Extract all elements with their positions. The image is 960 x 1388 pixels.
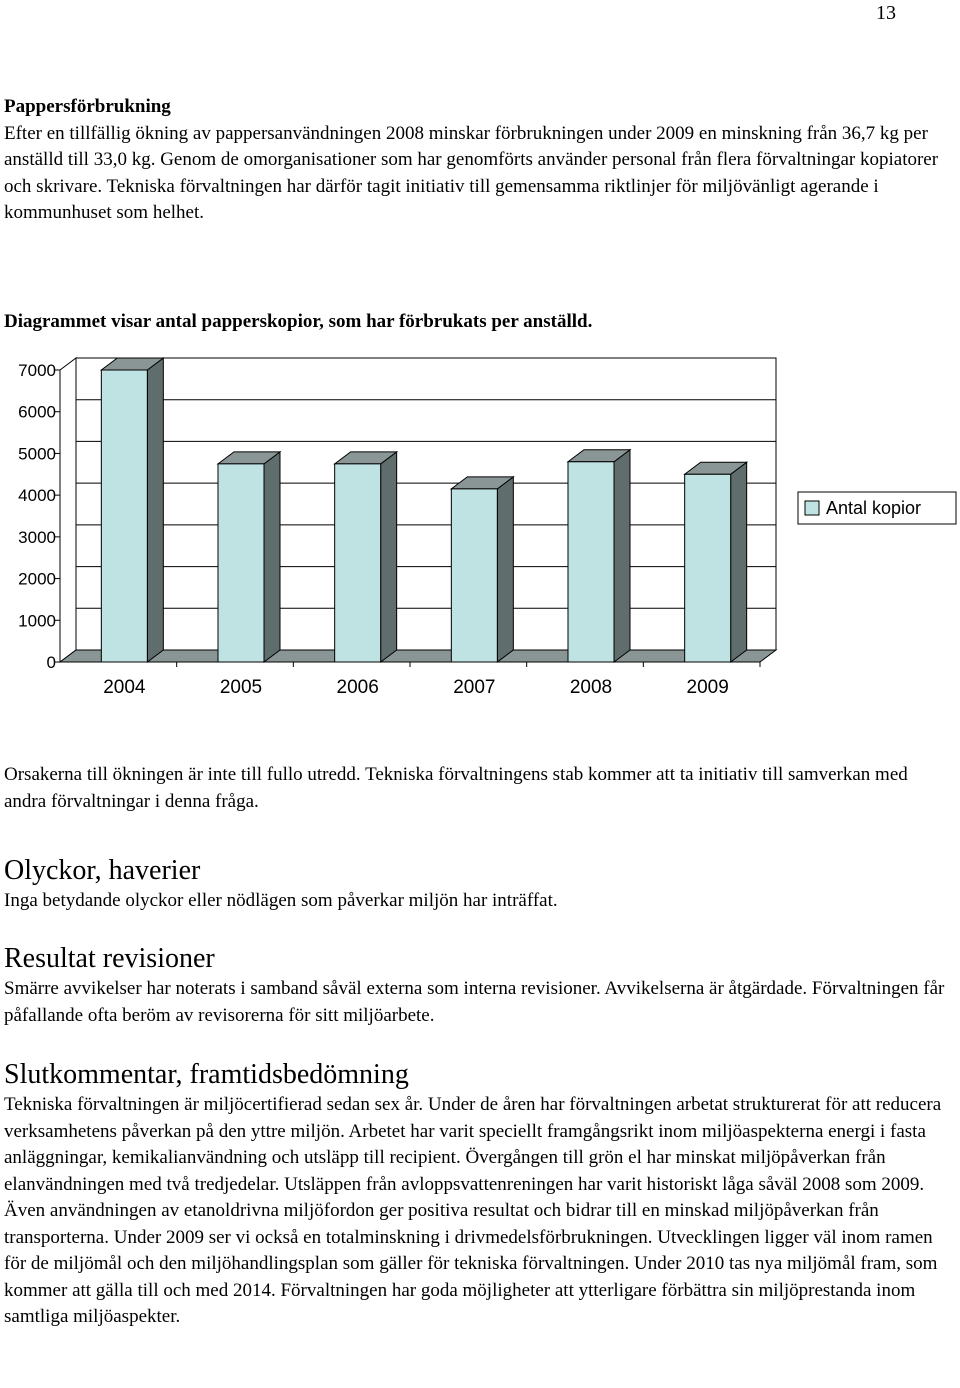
chart-legend [798,492,956,524]
x-tick-label: 2009 [686,677,729,698]
bar [101,370,147,662]
bar-side [381,452,397,662]
legend-swatch [805,501,819,515]
x-tick-label: 2008 [569,677,613,698]
bar-side [264,452,280,662]
bar [451,489,497,662]
chart-comment: Orsakerna till ökningen är inte till fullo utredd. Tekniska förvaltningens stab kommer att ta initiativ till samverkan med andra förvaltningar i denna fråga. [4,764,908,812]
y-tick-label: 2000 [18,569,56,589]
chart-back-wall [76,358,776,650]
bar-chart [0,344,960,704]
section-resultat [4,942,952,1029]
section-olyckor [4,854,952,915]
section-heading: Pappersförbrukning [4,96,171,117]
legend-label: Antal kopior [826,498,922,518]
bar-side [614,450,630,662]
y-tick-label: 0 [46,653,56,672]
x-tick-label: 2005 [219,677,263,698]
y-tick-label: 7000 [18,361,56,380]
bar [335,464,381,662]
chart-caption: Diagrammet visar antal papperskopior, som har förbrukats per anställd. [4,311,593,332]
x-tick-label: 2006 [336,677,379,698]
y-tick-label: 4000 [18,486,56,506]
bar-side [731,462,747,662]
section-heading: Olyckor, haverier [4,855,201,886]
section-body: Tekniska förvaltningen är miljöcertifierad sedan sex år. Under de åren har förvaltningen arbetat strukturerat för att reducera verksamhetens påverkan på den yttre miljön. Arbetet har varit speciellt framgångsrikt inom miljöaspekterna energi i fasta anläggningar, kemikalianvändning och utsläpp till recipient. Övergången till grön el har minskat miljöpåverkan från elanvändningen med två tredjedelar. Utsläppen från avloppsvattenreningen har varit historiskt låga såväl 2008 som 2009. Även användningen av etanoldrivna miljöfordon ger positiva resultat och bidrar till en minskad miljöpåverkan från transporterna. Under 2009 ser vi också en totalminskning i drivmedelsförbrukningen. Utvecklingen ligger väl inom ramen för de miljömål och den miljöhandlingsplan som gäller för tekniska förvaltningen. Under 2010 tas nya miljömål fram, som kommer att gälla till och med 2014. Förvaltningen har goda möjligheter att ytterligare förbättra sin miljöprestanda inom samtliga miljöaspekter. [4,1094,942,1327]
y-tick-label: 3000 [18,527,56,547]
section-body: Smärre avvikelser har noterats i samband såväl externa som interna revisioner. Avvikelserna är åtgärdade. Förvaltningen får påfallande ofta beröm av revisorerna för sitt miljöarbete. [4,978,945,1026]
bar-side [147,358,163,662]
x-tick-label: 2007 [453,677,496,698]
section-pappersforbrukning [4,94,952,227]
section-body: Efter en tillfällig ökning av pappersanvändningen 2008 minskar förbrukningen under 2009 en minskning från 36,7 kg per anställd till 33,0 kg. Genom de omorganisationer som har genomförts använder personal från flera förvaltningar kopiatorer och skrivare. Tekniska förvaltningen har därför tagit initiativ till gemensamma riktlinjer för miljövänligt agerande i kommunhuset som helhet. [4,122,939,223]
x-tick-label: 2004 [103,677,146,698]
page-number: 13 [876,2,896,24]
chart-side-wall [60,358,76,662]
section-heading: Resultat revisioner [4,943,215,974]
y-tick-label: 5000 [18,444,56,464]
y-tick-label: 6000 [18,402,56,422]
section-heading: Slutkommentar, framtidsbedömning [4,1059,409,1090]
bar-side [497,477,513,662]
bar [218,464,264,662]
bar [568,462,614,662]
section-slutkommentar [4,1058,952,1331]
bar [685,474,731,662]
section-body: Inga betydande olyckor eller nödlägen som påverkar miljön har inträffat. [4,890,558,911]
y-tick-label: 1000 [18,611,56,631]
chart-floor [60,650,776,662]
